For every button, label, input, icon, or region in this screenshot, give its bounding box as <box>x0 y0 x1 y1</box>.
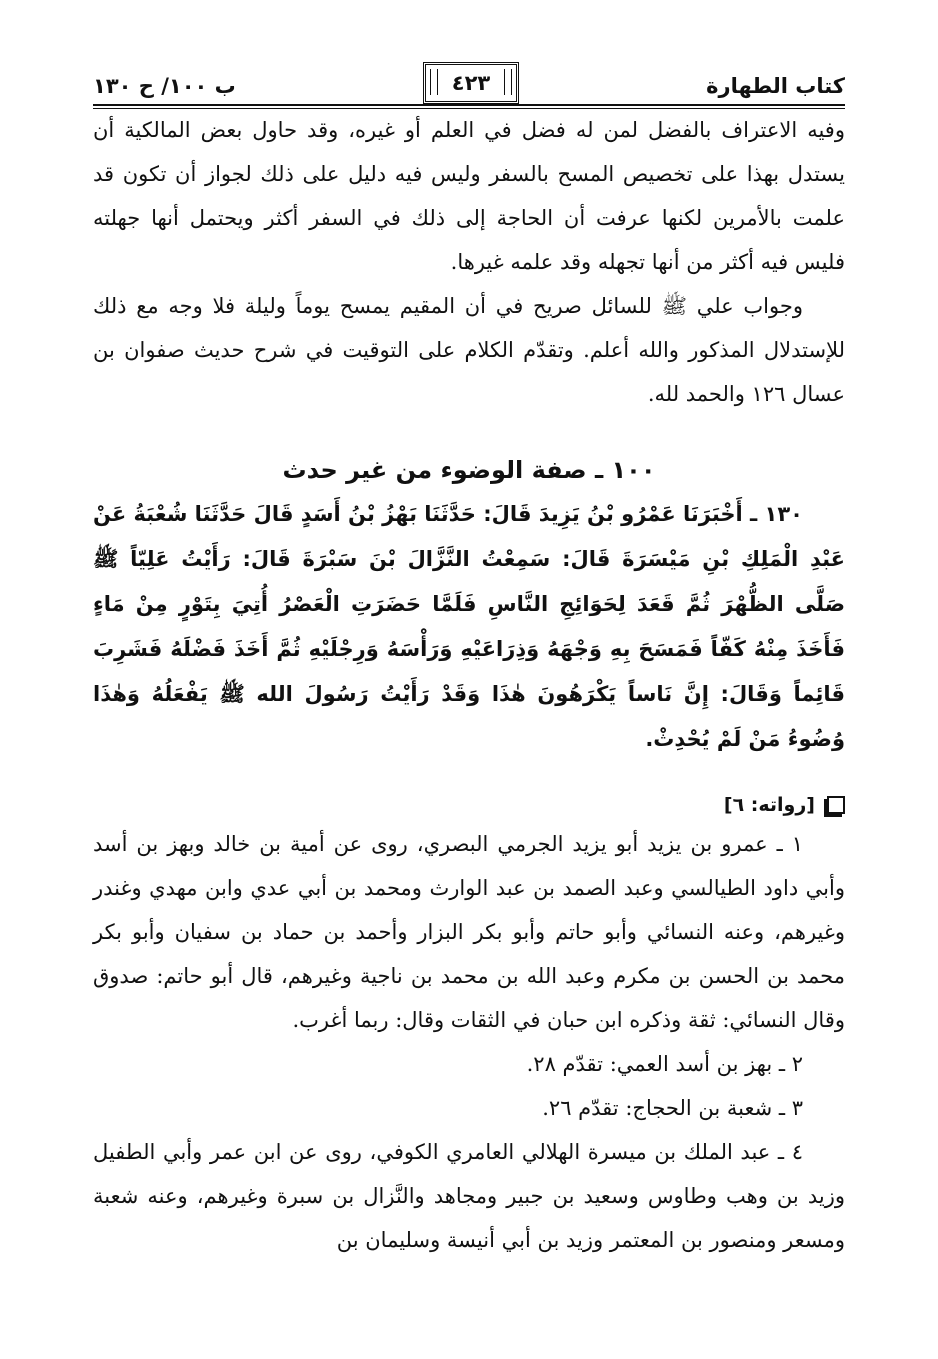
header-rule-thin <box>93 108 845 109</box>
narrators-section-heading <box>93 788 845 822</box>
narrators-label: [رواته: ٦] <box>723 794 815 816</box>
commentary-paragraph: وجواب علي ﷺ للسائل صريح في أن المقيم يمسح يوماً وليلة فلا وجه مع ذلك للإستدلال المذكور والله أعلم. وتقدّم الكلام على التوقيت في شرح حديث صفوان بن عسال ١٢٦ والحمد لله. <box>93 294 845 406</box>
book-page <box>93 60 845 1262</box>
page-header <box>93 60 845 108</box>
square-icon <box>827 796 845 814</box>
narrator-entry: ٤ ـ عبد الملك بن ميسرة الهلالي العامري الكوفي، روى عن ابن عمر وأبي الطفيل وزيد بن وهب وطاوس وسعيد بن جبير ومجاهد والنَّزال بن سبرة وغيرهم، وعنه شعبة ومسعر ومنصور بن المعتمر وزيد بن أبي أنيسة وسليمان بن <box>93 1140 845 1252</box>
commentary-paragraph: وفيه الاعتراف بالفضل لمن له فضل في العلم أو غيره، وقد حاول بعض المالكية أن يستدل بهذا على تخصيص المسح بالسفر وليس فيه دليل على ذلك لجواز أن تكون قد علمت بالأمرين لكنها عرفت أن الحاجة إلى ذلك في السفر أكثر ويحتمل أنها جهلته فليس فيه أكثر من أنها تجهله وقد علمه غيرها. <box>93 118 845 274</box>
chapter-title: ١٠٠ ـ صفة الوضوء من غير حدث <box>282 456 656 484</box>
book-title: كتاب الطهارة <box>706 74 845 98</box>
chapter-hadith-reference: ب ١٠٠/ ح ١٣٠ <box>93 74 236 98</box>
narrator-entry: ٣ ـ شعبة بن الحجاج: تقدّم ٢٦. <box>542 1096 803 1120</box>
header-rule <box>93 104 845 106</box>
narrator-entry: ٢ ـ بهز بن أسد العمي: تقدّم ٢٨. <box>526 1052 803 1076</box>
hadith-text: ١٣٠ ـ أَخْبَرَنَا عَمْرُو بْنُ يَزِيدَ قَالَ: حَدَّثَنَا بَهْزُ بْنُ أَسَدٍ قَالَ حَدَّثَنَا شُعْبَةُ عَنْ عَبْدِ الْمَلِكِ بْنِ مَيْسَرَةَ قَالَ: سَمِعْتُ النَّزَّالَ بْنَ سَبْرَةَ قَالَ: رَأَيْتُ عَلِيّاً ﷺ صَلَّى الظُّهْرَ ثُمَّ قَعَدَ لِحَوَائِجِ النَّاسِ فَلَمَّا حَضَرَتِ الْعَصْرُ أُتِيَ بِتَوْرٍ مِنْ مَاءٍ فَأَخَذَ مِنْهُ كَفّاً فَمَسَحَ بِهِ وَجْهَهُ وَذِرَاعَيْهِ وَرَأْسَهُ وَرِجْلَيْهِ ثُمَّ أَخَذَ فَضْلَهُ فَشَرِبَ قَائِماً وَقَالَ: إِنَّ نَاساً يَكْرَهُونَ هٰذَا وَقَدْ رَأَيْتُ رَسُولَ الله ﷺ يَفْعَلُهُ وَهٰذَا وُضُوءُ مَنْ لَمْ يُحْدِثْ. <box>93 502 845 751</box>
page-number: ٤٢٣ <box>423 62 519 104</box>
narrator-entry: ١ ـ عمرو بن يزيد أبو يزيد الجرمي البصري، روى عن أمية بن خالد وبهز بن أسد وأبي داود الطيالسي وعبد الصمد بن عبد الوارث ومحمد بن أبي عدي وابن مهدي وغندر وغيرهم، وعنه النسائي وأبو حاتم وأبو بكر البزار وأحمد بن حماد بن سفيان وأبو بكر محمد بن الحسن بن مكرم وعبد الله بن محمد بن ناجية وغيرهم، قال أبو حاتم: صدوق وقال النسائي: ثقة وذكره ابن حبان في الثقات وقال: ربما أغرب. <box>93 832 845 1032</box>
